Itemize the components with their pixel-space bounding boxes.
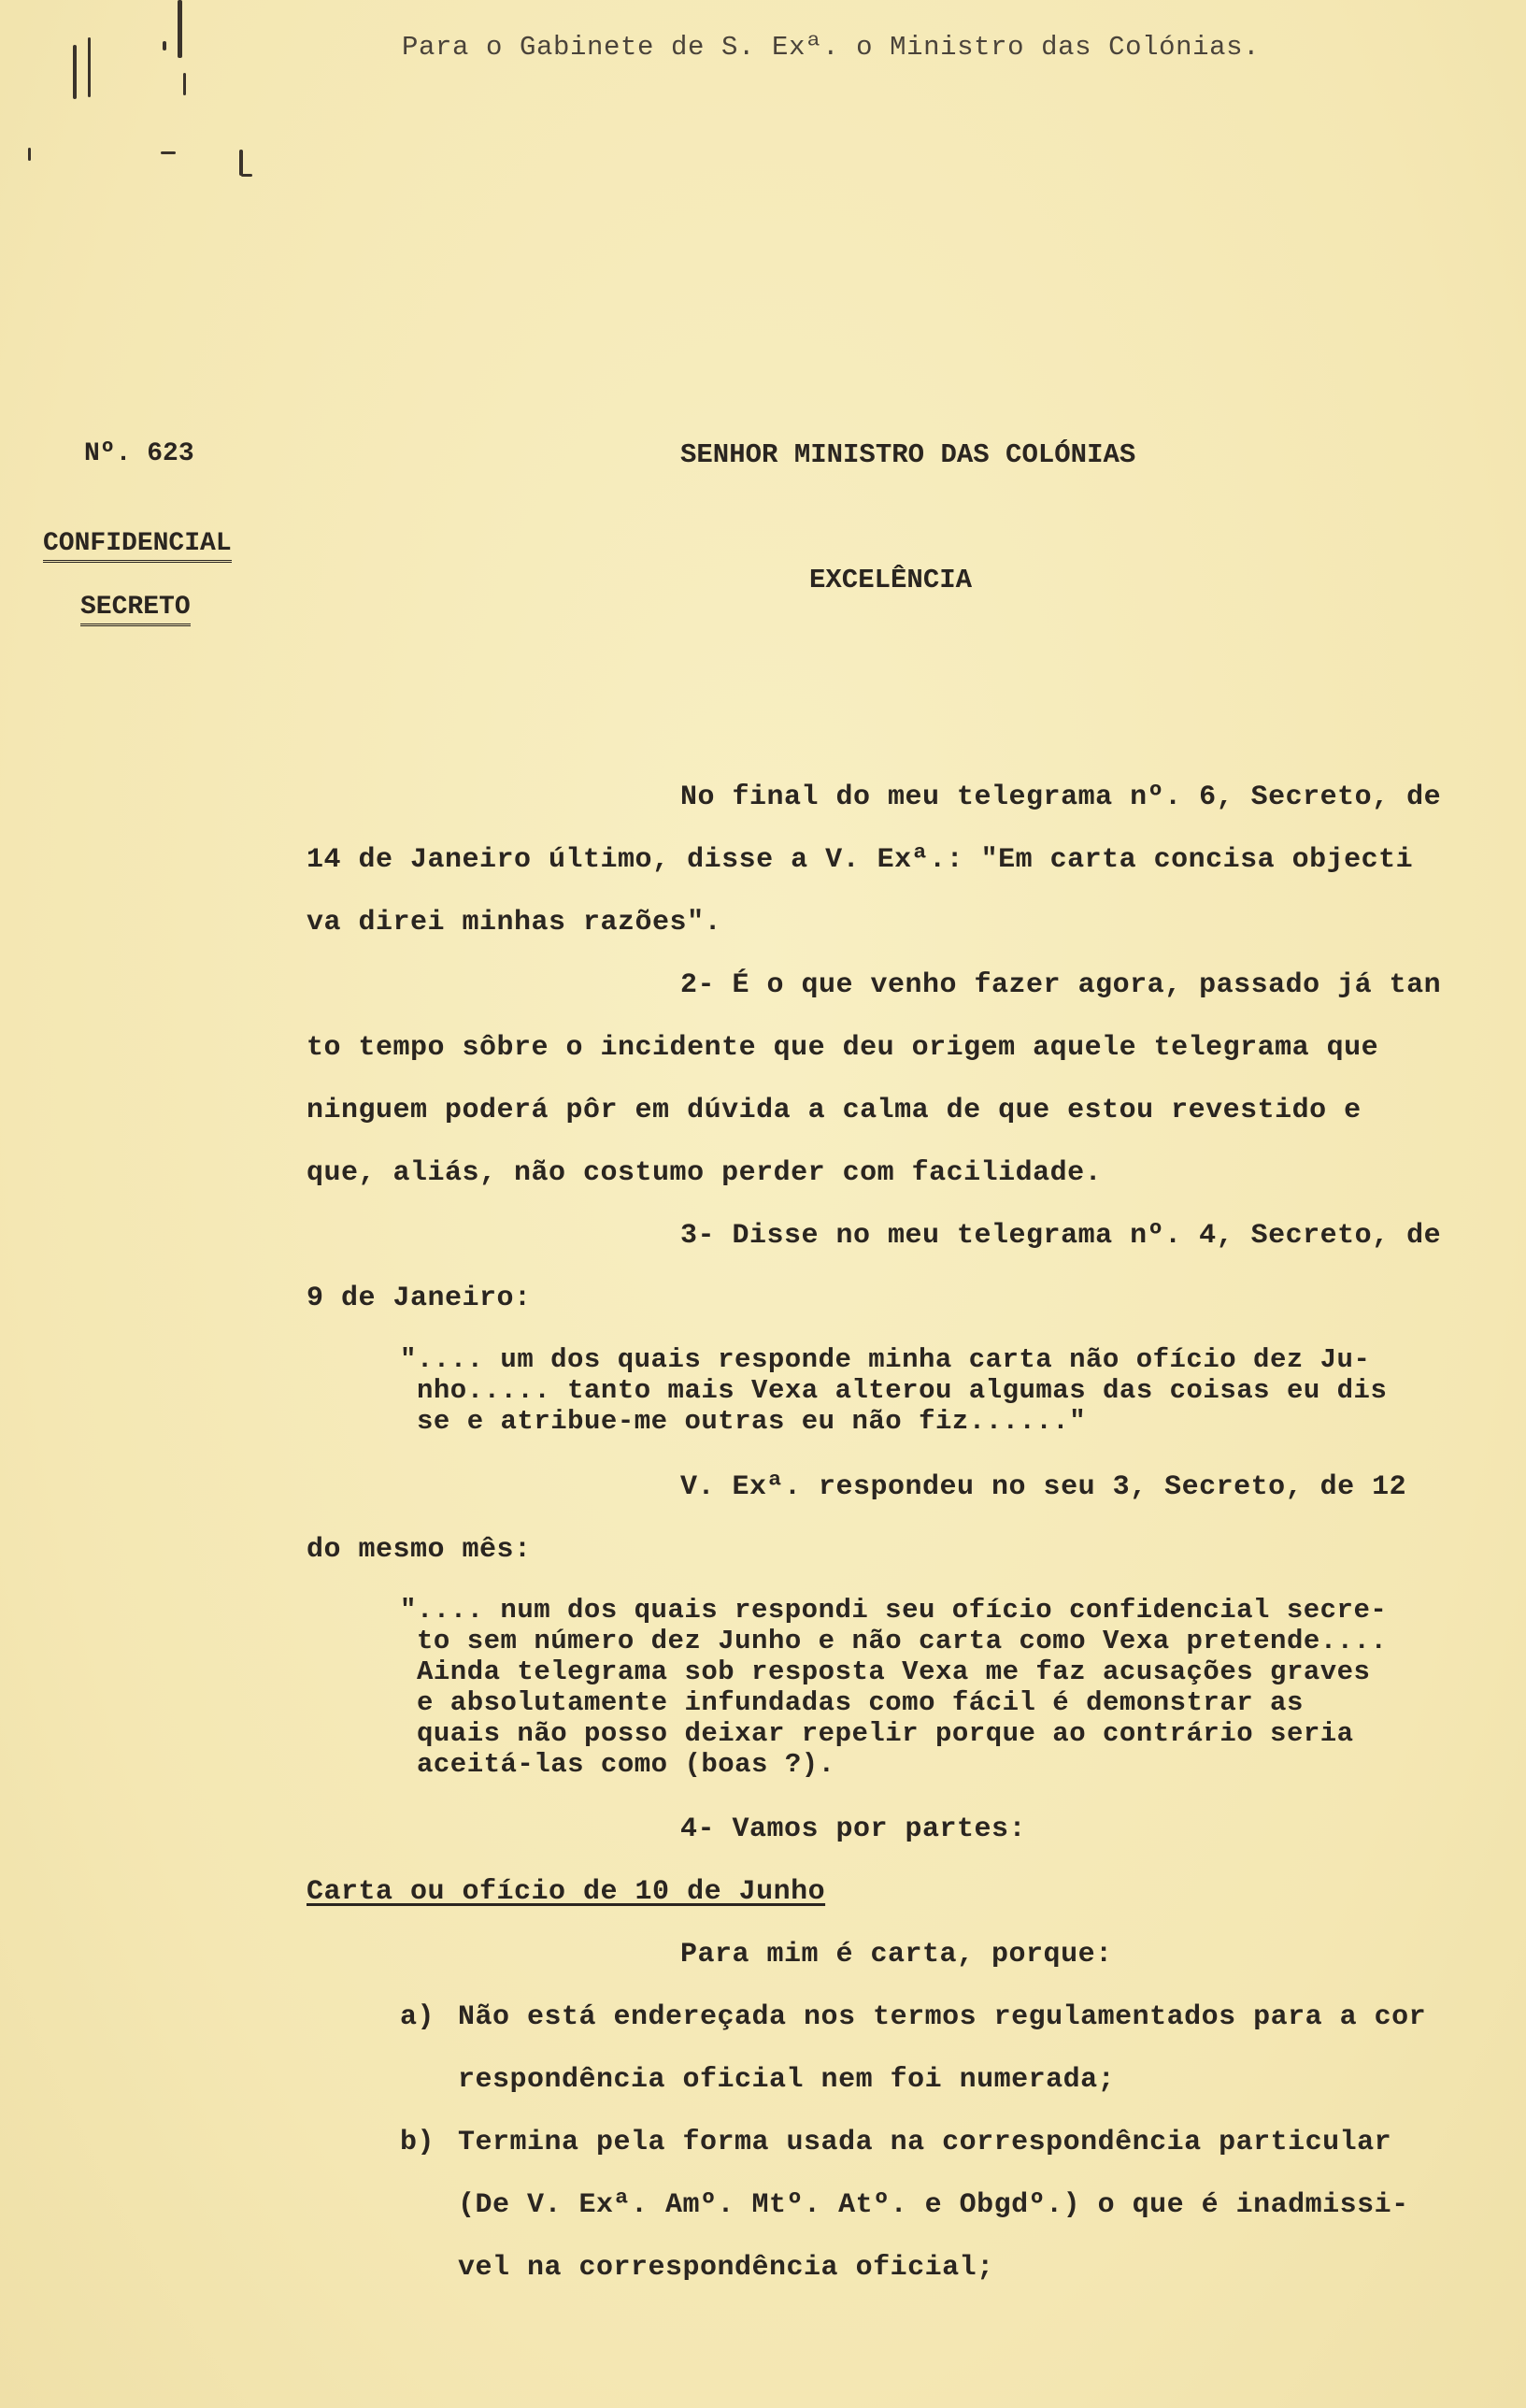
paragraph-line: No final do meu telegrama nº. 6, Secreto, de bbox=[680, 781, 1442, 813]
addressee-line: Para o Gabinete de S. Exª. o Ministro das Colónias. bbox=[402, 32, 1261, 63]
quote-line: e absolutamente infundadas como fácil é demonstrar as bbox=[417, 1687, 1304, 1718]
list-marker: a) bbox=[400, 2001, 435, 2033]
paragraph-line: to tempo sôbre o incidente que deu origem aquele telegrama que bbox=[307, 1032, 1379, 1064]
quote-line: quais não posso deixar repelir porque ao contrário seria bbox=[417, 1718, 1354, 1749]
paragraph-line: va direi minhas razões". bbox=[307, 907, 722, 939]
paragraph-line: V. Exª. respondeu no seu 3, Secreto, de 12 bbox=[680, 1471, 1407, 1503]
list-marker: b) bbox=[400, 2127, 435, 2158]
list-item-line: vel na correspondência oficial; bbox=[458, 2252, 994, 2284]
confidential-label: CONFIDENCIAL bbox=[43, 529, 232, 563]
quote-line: Ainda telegrama sob resposta Vexa me faz acusações graves bbox=[417, 1656, 1371, 1687]
paragraph-line: que, aliás, não costumo perder com facilidade. bbox=[307, 1157, 1103, 1189]
document-number: Nº. 623 bbox=[84, 439, 194, 468]
quote-line: aceitá-las como (boas ?). bbox=[417, 1749, 835, 1780]
paragraph-line: do mesmo mês: bbox=[307, 1534, 532, 1566]
list-item-line: respondência oficial nem foi numerada; bbox=[458, 2064, 1116, 2096]
quote-line: ".... um dos quais responde minha carta não ofício dez Ju- bbox=[400, 1344, 1371, 1375]
quote-line: ".... num dos quais respondi seu ofício confidencial secre- bbox=[400, 1595, 1388, 1626]
list-item-line: (De V. Exª. Amº. Mtº. Atº. e Obgdº.) o que é inadmissi- bbox=[458, 2189, 1409, 2221]
list-item-line: Não está endereçada nos termos regulamentados para a cor bbox=[458, 2001, 1427, 2033]
paragraph-line: 4- Vamos por partes: bbox=[680, 1813, 1027, 1845]
paragraph-line: 3- Disse no meu telegrama nº. 4, Secreto, de bbox=[680, 1220, 1442, 1252]
quote-line: nho..... tanto mais Vexa alterou algumas das coisas eu dis bbox=[417, 1375, 1388, 1406]
paragraph-line: Para mim é carta, porque: bbox=[680, 1939, 1113, 1971]
secret-label: SECRETO bbox=[80, 593, 191, 626]
paragraph-line: 2- É o que venho fazer agora, passado já tan bbox=[680, 969, 1442, 1001]
recipient-heading: SENHOR MINISTRO DAS COLÓNIAS bbox=[680, 439, 1136, 470]
list-item-line: Termina pela forma usada na correspondência particular bbox=[458, 2127, 1392, 2158]
quote-line: se e atribue-me outras eu não fiz......" bbox=[417, 1406, 1087, 1437]
paragraph-line: 14 de Janeiro último, disse a V. Exª.: "Em carta concisa objecti bbox=[307, 844, 1414, 876]
quote-line: to sem número dez Junho e não carta como Vexa pretende.... bbox=[417, 1626, 1388, 1656]
salutation: EXCELÊNCIA bbox=[809, 565, 973, 595]
paragraph-line: ninguem poderá pôr em dúvida a calma de que estou revestido e bbox=[307, 1095, 1362, 1126]
paragraph-line: 9 de Janeiro: bbox=[307, 1283, 532, 1314]
section-title: Carta ou ofício de 10 de Junho bbox=[307, 1876, 826, 1908]
